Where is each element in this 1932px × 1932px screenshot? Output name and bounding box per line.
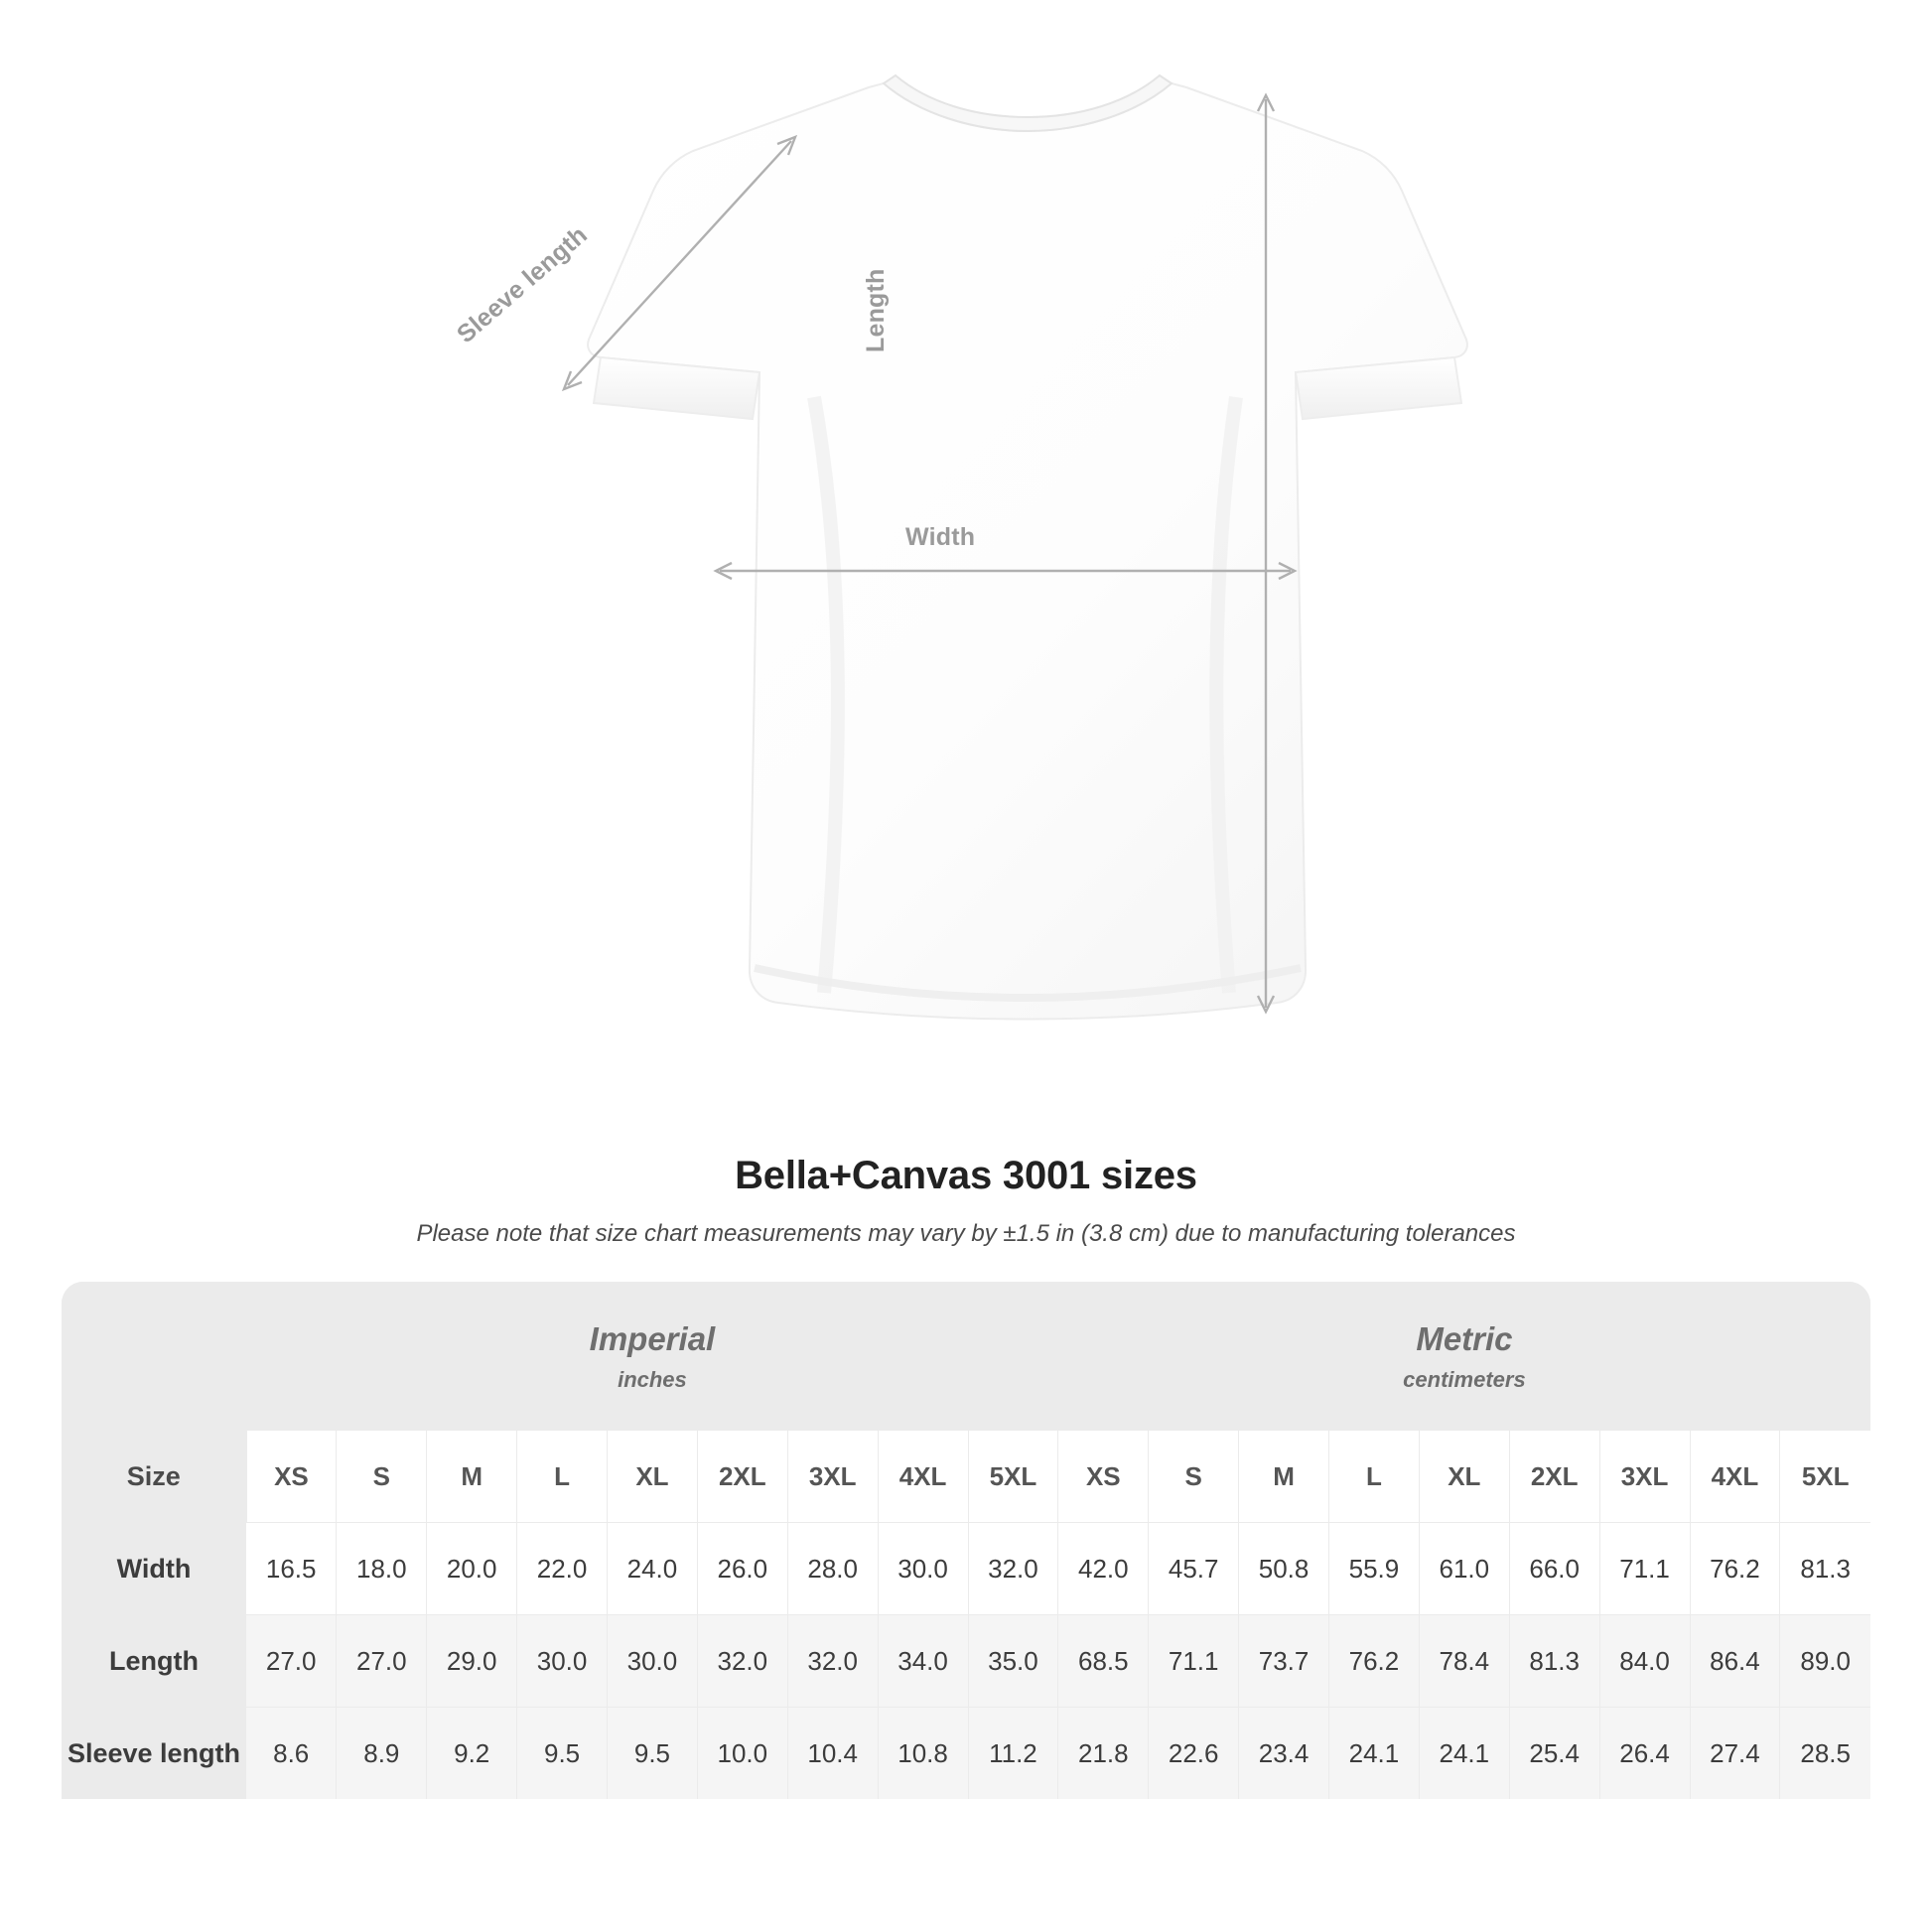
cell-width-m-cm: 50.8	[1239, 1523, 1329, 1615]
cell-sleeve-xl-cm: 24.1	[1419, 1708, 1509, 1800]
size-col-3xl-metric: 3XL	[1599, 1431, 1690, 1523]
size-col-2xl-imperial: 2XL	[697, 1431, 787, 1523]
metric-unit-header	[1058, 1282, 1870, 1431]
page-title: Bella+Canvas 3001 sizes	[735, 1154, 1197, 1197]
tshirt-image	[417, 69, 1529, 1052]
cell-length-4xl-cm: 86.4	[1690, 1615, 1780, 1708]
cell-length-m-cm: 73.7	[1239, 1615, 1329, 1708]
cell-length-5xl-cm: 89.0	[1780, 1615, 1870, 1708]
cell-width-m-in: 20.0	[427, 1523, 517, 1615]
table-row	[62, 1615, 1870, 1708]
table-row	[62, 1708, 1870, 1800]
cell-width-xl-cm: 61.0	[1419, 1523, 1509, 1615]
cell-sleeve-xs-cm: 21.8	[1058, 1708, 1149, 1800]
cell-width-3xl-cm: 71.1	[1599, 1523, 1690, 1615]
size-col-l-metric: L	[1329, 1431, 1420, 1523]
size-col-2xl-metric: 2XL	[1509, 1431, 1599, 1523]
cell-length-m-in: 29.0	[427, 1615, 517, 1708]
cell-sleeve-2xl-in: 10.0	[697, 1708, 787, 1800]
cell-width-l-in: 22.0	[517, 1523, 608, 1615]
sleeve-length-dimension-label: Sleeve length	[452, 220, 593, 349]
cell-sleeve-s-in: 8.9	[337, 1708, 427, 1800]
cell-width-xl-in: 24.0	[608, 1523, 698, 1615]
width-dimension-label: Width	[905, 523, 976, 551]
table-row	[62, 1523, 1870, 1615]
cell-sleeve-m-cm: 23.4	[1239, 1708, 1329, 1800]
size-chart-header	[0, 1154, 1932, 1248]
imperial-unit-header	[246, 1282, 1058, 1431]
cell-width-4xl-cm: 76.2	[1690, 1523, 1780, 1615]
cell-width-l-cm: 55.9	[1329, 1523, 1420, 1615]
unit-row-spacer	[62, 1282, 246, 1431]
cell-length-3xl-in: 32.0	[787, 1615, 878, 1708]
row-label-sleeve-length: Sleeve length	[62, 1708, 246, 1800]
cell-width-xs-cm: 42.0	[1058, 1523, 1149, 1615]
row-label-length: Length	[62, 1615, 246, 1708]
cell-sleeve-4xl-cm: 27.4	[1690, 1708, 1780, 1800]
cell-width-2xl-in: 26.0	[697, 1523, 787, 1615]
cell-width-3xl-in: 28.0	[787, 1523, 878, 1615]
size-col-3xl-imperial: 3XL	[787, 1431, 878, 1523]
cell-sleeve-m-in: 9.2	[427, 1708, 517, 1800]
cell-length-xs-cm: 68.5	[1058, 1615, 1149, 1708]
cell-length-s-in: 27.0	[337, 1615, 427, 1708]
size-col-xs-imperial: XS	[246, 1431, 337, 1523]
size-table	[62, 1282, 1870, 1799]
cell-width-5xl-in: 32.0	[968, 1523, 1058, 1615]
cell-sleeve-s-cm: 22.6	[1149, 1708, 1239, 1800]
row-label-width: Width	[62, 1523, 246, 1615]
cell-length-xl-in: 30.0	[608, 1615, 698, 1708]
cell-sleeve-3xl-cm: 26.4	[1599, 1708, 1690, 1800]
size-header-cell: Size	[62, 1431, 246, 1523]
imperial-unit: inches	[618, 1366, 687, 1392]
tolerance-note: Please note that size chart measurements may vary by ±1.5 in (3.8 cm) due to manufacturing tolerances	[416, 1220, 1516, 1247]
cell-sleeve-2xl-cm: 25.4	[1509, 1708, 1599, 1800]
cell-sleeve-l-in: 9.5	[517, 1708, 608, 1800]
metric-label: Metric	[1416, 1319, 1513, 1357]
size-table-container	[62, 1282, 1870, 1799]
cell-width-s-cm: 45.7	[1149, 1523, 1239, 1615]
size-col-4xl-imperial: 4XL	[878, 1431, 968, 1523]
cell-width-2xl-cm: 66.0	[1509, 1523, 1599, 1615]
cell-sleeve-xs-in: 8.6	[246, 1708, 337, 1800]
size-col-m-metric: M	[1239, 1431, 1329, 1523]
cell-width-4xl-in: 30.0	[878, 1523, 968, 1615]
cell-length-2xl-in: 32.0	[697, 1615, 787, 1708]
cell-length-l-in: 30.0	[517, 1615, 608, 1708]
cell-length-4xl-in: 34.0	[878, 1615, 968, 1708]
cell-length-5xl-in: 35.0	[968, 1615, 1058, 1708]
size-col-s-metric: S	[1149, 1431, 1239, 1523]
size-col-4xl-metric: 4XL	[1690, 1431, 1780, 1523]
cell-length-l-cm: 76.2	[1329, 1615, 1420, 1708]
cell-sleeve-3xl-in: 10.4	[787, 1708, 878, 1800]
size-col-xl-imperial: XL	[608, 1431, 698, 1523]
cell-sleeve-xl-in: 9.5	[608, 1708, 698, 1800]
length-dimension-label: Length	[862, 268, 890, 352]
cell-length-3xl-cm: 84.0	[1599, 1615, 1690, 1708]
cell-sleeve-5xl-cm: 28.5	[1780, 1708, 1870, 1800]
cell-sleeve-4xl-in: 10.8	[878, 1708, 968, 1800]
size-col-5xl-imperial: 5XL	[968, 1431, 1058, 1523]
size-col-5xl-metric: 5XL	[1780, 1431, 1870, 1523]
imperial-label: Imperial	[589, 1319, 716, 1357]
cell-width-xs-in: 16.5	[246, 1523, 337, 1615]
unit-system-row	[62, 1282, 1870, 1431]
cell-length-2xl-cm: 81.3	[1509, 1615, 1599, 1708]
size-col-xl-metric: XL	[1419, 1431, 1509, 1523]
cell-length-xl-cm: 78.4	[1419, 1615, 1509, 1708]
cell-width-5xl-cm: 81.3	[1780, 1523, 1870, 1615]
size-col-s-imperial: S	[337, 1431, 427, 1523]
metric-unit: centimeters	[1403, 1366, 1526, 1392]
size-header-row	[62, 1431, 1870, 1523]
cell-width-s-in: 18.0	[337, 1523, 427, 1615]
cell-sleeve-5xl-in: 11.2	[968, 1708, 1058, 1800]
cell-length-s-cm: 71.1	[1149, 1615, 1239, 1708]
size-col-xs-metric: XS	[1058, 1431, 1149, 1523]
cell-length-xs-in: 27.0	[246, 1615, 337, 1708]
size-col-l-imperial: L	[517, 1431, 608, 1523]
cell-sleeve-l-cm: 24.1	[1329, 1708, 1420, 1800]
size-col-m-imperial: M	[427, 1431, 517, 1523]
